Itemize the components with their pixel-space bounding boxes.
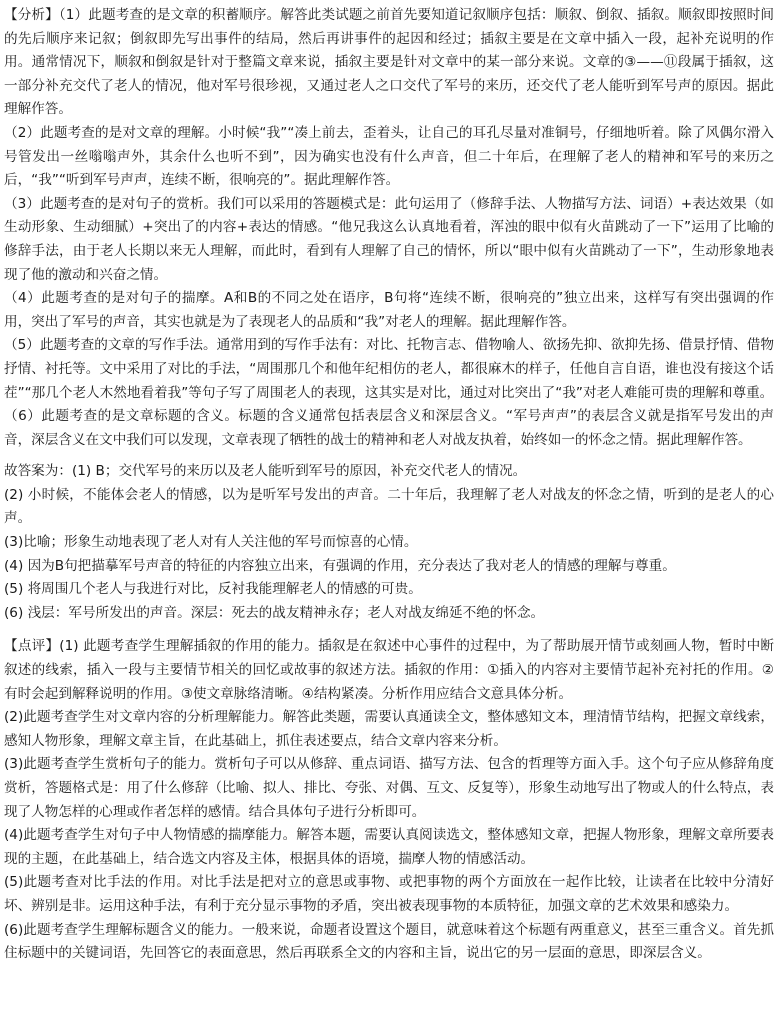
analysis-paragraph-2: （2）此题考查的是对文章的理解。小时候“我”“凑上前去，歪着头，让自己的耳孔尽量对准铜号，仔细地听着。除了风偶尔滑入号管发出一丝嗡嗡声外，其余什么也听不到”，因为确实也没有什么声音，但二十年后，在理解了老人的精神和军号的来历之后，“我”“听到军号声声，连续不断，很响亮的”。据此理解作答。 [4,124,774,189]
answer-line-4: (4) 因为B句把描摹军号声音的特征的内容独立出来，有强调的作用，充分表达了我对老人的情感的理解与尊重。 [4,557,676,574]
analysis-section [4,4,774,452]
answer-line-5: (5) 将周围几个老人与我进行对比，反衬我能理解老人的情感的可贵。 [4,581,422,598]
answer-line-2: (2) 小时候，不能体会老人的情感，以为是听军号发出的声音。二十年后，我理解了老人对战友的怀念之情，听到的是老人的心声。 [4,486,774,527]
answer-line-6: (6) 浅层：军号所发出的声音。深层：死去的战友精神永存；老人对战友绵延不绝的怀念。 [4,604,545,621]
comment-paragraph-5: (5)此题考查对比手法的作用。对比手法是把对立的意思或事物、或把事物的两个方面放在一起作比较，让读者在比较中分清好坏、辨别是非。运用这种手法，有利于充分显示事物的矛盾，突出被表现事物的本质特征，加强文章的艺术效果和感染力。 [4,874,774,914]
comment-paragraph-1: 【点评】(1) 此题考查学生理解插叙的作用的能力。插叙是在叙述中心事件的过程中，为了帮助展开情节或刻画人物，暂时中断叙述的线索，插入一段与主要情节相关的回忆或故事的叙述方法。插叙的作用：①插入的内容对主要情节起补充衬托的作用。②有时会起到解释说明的作用。③使文章脉络清晰。④结构紧凑。分析作用应结合文意具体分析。 [4,638,774,702]
comment-paragraph-2: (2)此题考查学生对文章内容的分析理解能力。解答此类题，需要认真通读全文，整体感知文本，理清情节结构，把握文章线索，感知人物形象，理解文章主旨，在此基础上，抓住表述要点，结合文章内容来分析。 [4,709,774,749]
comment-paragraph-6: (6)此题考查学生理解标题含义的能力。一般来说，命题者设置这个题目，就意味着这个标题有两重意义，甚至三重含义。首先抓住标题中的关键词语，先回答它的表面意思，然后再联系全文的内容和主旨，说出它的另一层面的意思，即深层含义。 [4,921,774,962]
comment-section [4,635,774,965]
answer-section [4,460,774,625]
answer-line-1: 故答案为：(1) B；交代军号的来历以及老人能听到军号的原因，补充交代老人的情况。 [4,463,527,480]
analysis-paragraph-4: （4）此题考查的是对句子的揣摩。A和B的不同之处在语序，B句将“连续不断，很响亮的”独立出来，这样写有突出强调的作用，突出了军号的声音，其实也就是为了表现老人的品质和“我”对老人的理解。据此理解作答。 [4,290,774,330]
analysis-paragraph-1: 【分析】（1）此题考查的是文章的积蓄顺序。解答此类试题之前首先要知道记叙顺序包括：顺叙、倒叙、插叙。顺叙即按照时间的先后顺序来记叙；倒叙即先写出事件的结局，然后再讲事件的起因和经过；插叙主要是在文章中插入一段，起补充说明的作用。通常情况下，顺叙和倒叙是针对于整篇文章来说，插叙主要是针对文章中的某一部分来说。文章的③——⑪段属于插叙，这一部分补充交代了老人的情况，他对军号很珍视，又通过老人之口交代了军号的来历，还交代了老人能听到军号声的原因。据此理解作答。 [4,7,774,118]
comment-paragraph-3: (3)此题考查学生赏析句子的能力。赏析句子可以从修辞、重点词语、描写方法、包含的哲理等方面入手。这个句子应从修辞角度赏析，答题格式是：用了什么修辞（比喻、拟人、排比、夸张、对偶、互文、反复等），形象生动地写出了物或人的什么特点，表现了人物怎样的心理或作者怎样的感情。结合具体句子进行分析即可。 [4,756,774,820]
answer-line-3: (3)比喻；形象生动地表现了老人对有人关注他的军号而惊喜的心情。 [4,534,418,551]
analysis-paragraph-3: （3）此题考查的是对句子的赏析。我们可以采用的答题模式是：此句运用了（修辞手法、人物描写方法、词语）+表达效果（如生动形象、生动细腻）+突出了的内容+表达的情感。“他兄我这么认真地看着，浑浊的眼中似有火苗跳动了一下”运用了比喻的修辞手法，由于老人长期以来无人理解，而此时，看到有人理解了自己的情怀，所以“眼中似有火苗跳动了一下”，生动形象地表现了他的激动和兴奋之情。 [4,195,774,283]
comment-paragraph-4: (4)此题考查学生对句子中人物情感的揣摩能力。解答本题，需要认真阅读选文，整体感知文章，把握人物形象，理解文章所要表现的主题，在此基础上，结合选文内容及主体，根据具体的语境，揣摩人物的情感活动。 [4,827,774,867]
analysis-paragraph-6: （6）此题考查的是文章标题的含义。标题的含义通常包括表层含义和深层含义。“军号声声”的表层含义就是指军号发出的声音，深层含义在文中我们可以发现，文章表现了牺牲的战士的精神和老人对战友执着，始终如一的怀念之情。据此理解作答。 [4,408,774,448]
analysis-paragraph-5: （5）此题考查的文章的写作手法。通常用到的写作手法有：对比、托物言志、借物喻人、欲扬先抑、欲抑先扬、借景抒情、借物抒情、衬托等。文中采用了对比的手法，“周围那几个和他年纪相仿的老人，都很麻木的样子，任他自言自语，谁也没有接这个话茬”“那几个老人木然地看着我”等句子写了周围老人的表现，这其实是对比，通过对比突出了“我”对老人难能可贵的理解和尊重。 [4,337,774,401]
